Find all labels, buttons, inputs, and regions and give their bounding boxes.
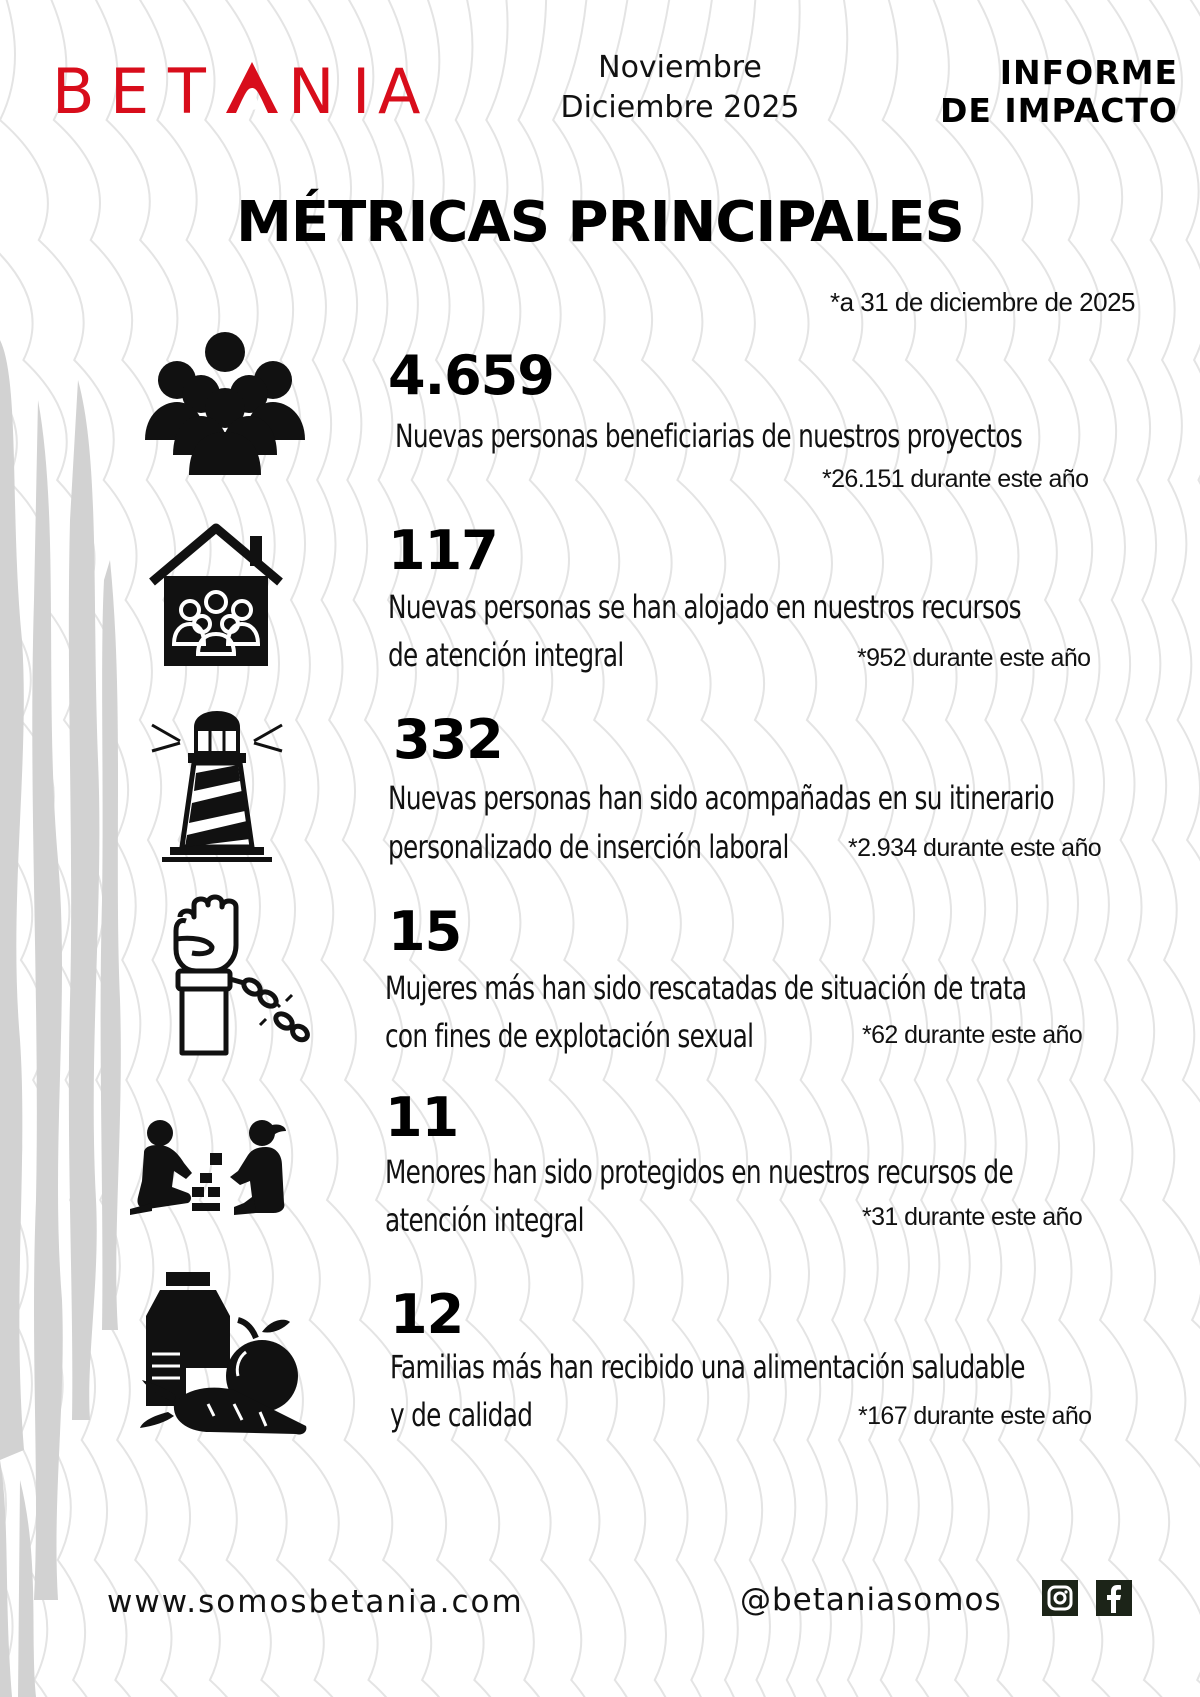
website-link[interactable]: www.somosbetania.com bbox=[107, 1584, 524, 1620]
svg-text:B: B bbox=[52, 55, 113, 128]
metric-item bbox=[0, 1083, 1200, 1243]
svg-text:N: N bbox=[288, 55, 353, 128]
metric-year-total: *26.151 durante este año bbox=[822, 465, 1089, 493]
metric-description-line-1: Nuevas personas se han alojado en nuestros recursos bbox=[388, 588, 1021, 626]
period-line-2: Diciembre 2025 bbox=[560, 90, 800, 125]
page-title: MÉTRICAS PRINCIPALES bbox=[236, 190, 964, 255]
metric-year-total: *2.934 durante este año bbox=[848, 834, 1102, 862]
food-milk-apple-carrot-icon bbox=[138, 1272, 310, 1442]
metric-value: 117 bbox=[388, 519, 498, 582]
metric-description-line-1: Nuevas personas beneficiarias de nuestros proyectos bbox=[395, 417, 1023, 455]
metric-year-total: *62 durante este año bbox=[862, 1021, 1083, 1049]
metric-description-line-1: Nuevas personas han sido acompañadas en su itinerario bbox=[388, 779, 1054, 817]
metric-description-line-1: Familias más han recibido una alimentación saludable bbox=[390, 1348, 1025, 1386]
svg-text:E: E bbox=[110, 55, 168, 128]
children-playing-icon bbox=[130, 1119, 300, 1219]
metric-item bbox=[0, 705, 1200, 870]
metric-item bbox=[0, 1268, 1200, 1443]
report-period bbox=[520, 48, 840, 128]
metric-description-line-2: con fines de explotación sexual bbox=[385, 1017, 754, 1055]
metric-value: 4.659 bbox=[388, 344, 554, 407]
metric-year-total: *167 durante este año bbox=[858, 1402, 1092, 1430]
metric-item bbox=[0, 325, 1200, 495]
report-line-2: DE IMPACTO bbox=[939, 91, 1178, 130]
svg-text:I: I bbox=[352, 55, 389, 128]
metric-year-total: *952 durante este año bbox=[857, 644, 1091, 672]
svg-text:T: T bbox=[168, 55, 224, 128]
metric-description-line-2: y de calidad bbox=[390, 1396, 533, 1434]
betania-logo bbox=[52, 55, 439, 128]
group-people-icon bbox=[145, 330, 305, 475]
as-of-note: *a 31 de diciembre de 2025 bbox=[829, 287, 1135, 317]
period-line-1: Noviembre bbox=[598, 50, 762, 85]
metric-description-line-2: de atención integral bbox=[388, 636, 624, 674]
metric-description-line-1: Menores han sido protegidos en nuestros recursos de bbox=[385, 1153, 1014, 1191]
footer bbox=[0, 1570, 1200, 1650]
report-label bbox=[940, 54, 1178, 130]
betania-logo-mark bbox=[52, 55, 439, 128]
metric-item bbox=[0, 893, 1200, 1063]
metric-description-line-1: Mujeres más han sido rescatadas de situación de trata bbox=[385, 969, 1027, 1007]
header bbox=[0, 0, 1200, 150]
fist-broken-chain-icon bbox=[168, 895, 310, 1055]
lighthouse-icon bbox=[152, 707, 282, 863]
metric-value: 332 bbox=[393, 708, 503, 771]
instagram-icon[interactable] bbox=[1042, 1580, 1078, 1616]
metric-item bbox=[0, 520, 1200, 680]
metric-value: 11 bbox=[385, 1086, 459, 1149]
house-family-icon bbox=[150, 526, 282, 666]
metric-value: 12 bbox=[390, 1283, 464, 1346]
social-handle[interactable]: @betaniasomos bbox=[740, 1582, 1002, 1618]
svg-text:A: A bbox=[378, 55, 439, 128]
metric-year-total: *31 durante este año bbox=[862, 1203, 1083, 1231]
metric-description-line-2: atención integral bbox=[385, 1201, 584, 1239]
metric-description-line-2: personalizado de inserción laboral bbox=[388, 828, 789, 866]
facebook-icon[interactable] bbox=[1096, 1580, 1132, 1616]
report-line-1: INFORME bbox=[999, 53, 1178, 92]
metric-value: 15 bbox=[388, 900, 462, 963]
